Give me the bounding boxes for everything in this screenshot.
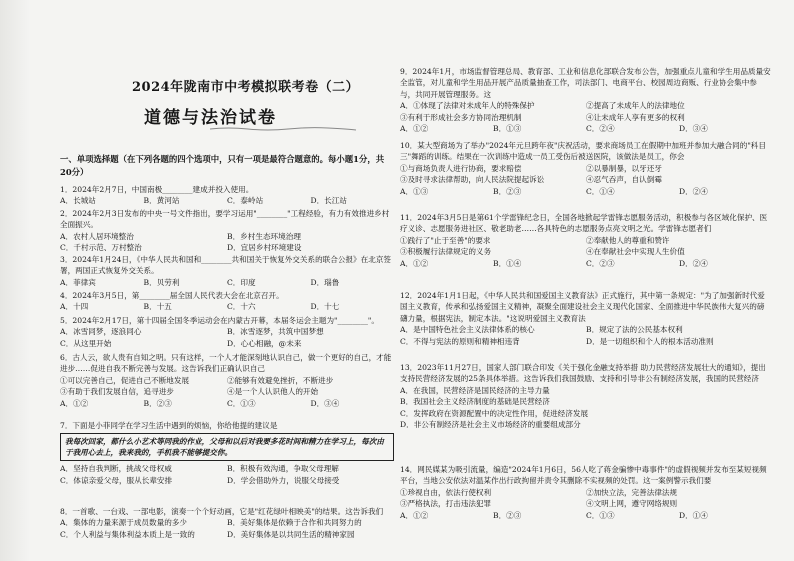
question-stem: 5．2024年2月17日，第十四届全国冬季运动会在内蒙古开幕，本届冬运会主题为"________"。 xyxy=(60,316,380,325)
option[interactable]: B．贝劳利 xyxy=(143,277,180,287)
option[interactable]: D．十七 xyxy=(310,302,340,312)
option[interactable]: C．发挥政府在资源配置中的决定性作用，促进经济发展 xyxy=(400,408,589,418)
statement: ③及时寻求法律帮助，向人民法院提起诉讼 xyxy=(400,175,545,185)
option[interactable]: A．十四 xyxy=(60,302,89,312)
statement: ②以暴制暴，以牙还牙 xyxy=(586,163,662,173)
option[interactable]: B．我国社会主义经济制度的基础是民营经济 xyxy=(400,397,550,407)
option[interactable]: D．非公有制经济是社会主义市场经济的重要组成部分 xyxy=(400,420,581,430)
statement: ③严格执法，打击违法犯罪 xyxy=(400,499,492,509)
question-stem: 7．下面是小菲同学在学习生活中遇到的烦恼，你给他提的建议是 xyxy=(60,421,278,430)
statement: ④忍气吞声，自认倒霉 xyxy=(586,175,662,185)
statement: ④文明上网，遵守网络规则 xyxy=(586,499,678,509)
option[interactable]: A．长城站 xyxy=(60,196,96,206)
option[interactable]: A．①② xyxy=(400,258,429,268)
option[interactable]: A．坚持自我判断，挑战父母权威 xyxy=(60,464,172,474)
option[interactable]: B．②③ xyxy=(493,510,522,520)
option[interactable]: C．十六 xyxy=(227,302,256,312)
option[interactable]: C．千村示范、万村整治 xyxy=(60,243,142,253)
option[interactable]: D．瑙鲁 xyxy=(310,277,340,287)
question-stem: 13．2023年11月27日，国家人部门联合印发《关于强化金融支持举措 助力民营经济发展壮大的通知》，提出支持民营经济发展的25条具体举措。这告诉我们我国鼓励、支持和引导非公有制经济发展，我国的民营经济 xyxy=(400,363,766,384)
statement: ①践行了"止于至善"的要求 xyxy=(400,235,491,245)
option[interactable]: C．体谅亲爱父母，服从长辈安排 xyxy=(60,475,173,485)
option[interactable]: C．从这里开始 xyxy=(60,338,112,348)
question-2 xyxy=(60,208,394,254)
option[interactable]: B．乡村生态环境治理 xyxy=(227,231,301,241)
option[interactable]: A．冰雪同梦，逐浪同心 xyxy=(60,327,142,337)
question-stem: 9．2024年1月，市场监督管理总局、教育部、工业和信息化部联合发布公告，加强重点儿童和学生用品质量安全监管，对儿童和学生用品开展产品质量抽查工作，司法部门、电商平台、校园周边商贩、行业协会集中参与，共同开展管理服务。这 xyxy=(400,67,771,99)
option[interactable]: C．①③ xyxy=(586,510,615,520)
question-stem: 2．2024年2月3日发布的中央一号文件指出，要学习运用"________"工程经验，有力有效推进乡村全面振兴。 xyxy=(60,209,390,230)
statement: ②奉献他人的尊重和赞许 xyxy=(586,235,670,245)
statement: ①可以完善自己，促进自己不断地发展 xyxy=(60,375,190,385)
question-stem: 6．古人云，欲人贵有自知之明。只有这样，一个人才能深刻地认识自己，做一个更好的自己，才能进步……促进自我不断完善与发展。这告诉我们正确认识自己 xyxy=(60,353,392,374)
question-stem: 14．网民媒某为吸引流量，编造"2024年1月6日，56人吃了蒋金骗惨中毒事件"的虚假视频并发布至某短视频平台，当地公安依法对温某作出行政拘留并责令其删除不实视频的处罚。这一案例警示我们要 xyxy=(400,465,767,486)
statement: ②提高了未成年人的法律地位 xyxy=(586,101,685,111)
option[interactable]: C．不得与宪法的原则和精神相违背 xyxy=(400,336,520,346)
question-6 xyxy=(60,352,394,409)
option[interactable]: A．集体的力量来源于成员数量的多少 xyxy=(60,518,187,528)
option[interactable]: B．②③ xyxy=(493,186,522,196)
option[interactable]: C．①③ xyxy=(227,398,256,408)
exam-subtitle: 道德与法治试卷 xyxy=(144,108,277,128)
question-1 xyxy=(60,184,394,207)
option[interactable]: C．泰岭站 xyxy=(227,196,264,206)
option[interactable]: C．②③ xyxy=(586,258,615,268)
statement: ②能够有效避免挫折，不断进步 xyxy=(227,375,334,385)
section-heading: 一、单项选择题（在下列各题的四个选项中，只有一项是最符合题意的。每小题1分，共20分） xyxy=(60,154,385,177)
option[interactable]: B．规定了法的公民基本权利 xyxy=(586,325,683,335)
statement: ④在奉献社会中实现人生价值 xyxy=(586,247,685,257)
option[interactable]: A．①② xyxy=(400,510,429,520)
option[interactable]: D．②④ xyxy=(679,186,708,196)
option[interactable]: D．学会借助外力，说服父母接受 xyxy=(227,475,340,485)
option[interactable]: D．①④ xyxy=(679,510,708,520)
question-9 xyxy=(400,66,772,134)
question-stem: 3．2024年1月24日，《中华人民共和国和________共和国关于恢复外交关系的联合公报》在北京签署，两国正式恢复外交关系。 xyxy=(60,255,392,276)
option[interactable]: D．是一切组织和个人的根本活动准则 xyxy=(586,336,714,346)
statement: ④让未成年人享有更多的权利 xyxy=(586,112,685,122)
option[interactable]: D．美好集体是以共同生活的精神家园 xyxy=(227,529,355,539)
statement: ②加快立法，完善法律法规 xyxy=(586,487,678,497)
option[interactable]: D．②④ xyxy=(679,258,708,268)
exam-title: 2024年陇南市中考模拟联考卷（二） xyxy=(132,80,360,95)
question-14 xyxy=(400,464,772,521)
statement: A．①体现了法律对未成年人的特殊保护 xyxy=(400,101,535,111)
option[interactable]: B．②③ xyxy=(143,398,172,408)
statement: ①珍视自由，依法行使权利 xyxy=(400,487,492,497)
option[interactable]: D．③④ xyxy=(310,398,340,408)
question-stem: 10．某大型商场为了举办"2024年元旦跨年夜"庆祝活动，要求商场员工在假期中加班并参加大融合同的"科目三"舞蹈的训练。结果在一次训练中造成一员工受伤后被送医院，该做法是员工，你会 xyxy=(400,141,766,162)
statement: ③积极履行法律规定的义务 xyxy=(400,247,492,257)
question-stem: 4．2024年3月5日，第________届全国人民代表大会在北京召开。 xyxy=(60,291,284,300)
option[interactable]: A．①② xyxy=(400,124,429,134)
option[interactable]: A．是中国特色社会主义法律体系的核心 xyxy=(400,325,535,335)
option[interactable]: D．心心相融，@未来 xyxy=(227,338,302,348)
scribble-mark xyxy=(208,126,358,132)
option[interactable]: C．②④ xyxy=(586,124,615,134)
option[interactable]: B．①③ xyxy=(493,124,522,134)
question-8 xyxy=(60,506,394,540)
option[interactable]: D．③④ xyxy=(679,124,708,134)
option[interactable]: B．冰雪逐梦，共筑中国梦想 xyxy=(227,327,324,337)
option[interactable]: A．在我国，民营经济是国民经济的主导力量 xyxy=(400,385,550,395)
option[interactable]: A．①③ xyxy=(400,186,429,196)
option[interactable]: B．积极有效沟通，争取父母理解 xyxy=(227,464,339,474)
option[interactable]: B．美好集体是依赖于合作和共同努力的 xyxy=(227,518,362,528)
statement: ④是一个人认识他人的开始 xyxy=(227,387,319,397)
option[interactable]: B．十五 xyxy=(143,302,172,312)
option[interactable]: A．农村人居环境整治 xyxy=(60,231,134,241)
question-3 xyxy=(60,254,394,288)
question-stem: 12．2024年1月1日起，《中华人民共和国爱国主义教育法》正式施行，其中第一条规定："为了加强新时代爱国主义教育，传承和弘扬爱国主义精神，凝聚全面建设社会主义现代化国家、全面推进中华民族伟大复兴的磅礴力量，根据宪法，制定本法。"这说明爱国主义教育法 xyxy=(400,291,765,323)
statement: ③有利于形成社会多方协同治理机制 xyxy=(400,112,522,122)
question-5 xyxy=(60,315,394,349)
option[interactable]: A．①② xyxy=(60,398,89,408)
question-11 xyxy=(400,212,772,269)
statement: ①与商场负责人进行协商，要求赔偿 xyxy=(400,163,522,173)
question-12 xyxy=(400,290,772,347)
option[interactable]: B．①④ xyxy=(493,258,522,268)
statement: ③有助于我们发展自信，追寻进步 xyxy=(60,387,174,397)
question-4 xyxy=(60,290,394,313)
question-stem: 1．2024年2月7日，中国南极________建成并投入使用。 xyxy=(60,185,254,194)
page-edge-shadow xyxy=(0,0,30,561)
option[interactable]: C．个人利益与集体利益本质上是一致的 xyxy=(60,529,195,539)
option[interactable]: A．菲律宾 xyxy=(60,277,96,287)
option[interactable]: C．①④ xyxy=(586,186,615,196)
option[interactable]: D．长江站 xyxy=(310,196,347,206)
option[interactable]: B．黄河站 xyxy=(143,196,180,206)
question-7 xyxy=(60,420,394,486)
option[interactable]: D．宜居乡村环境建设 xyxy=(227,243,302,253)
question-stem: 8．一首歌、一台戏、一部电影，演奏一个个好动画，它是"红花绿叶相映美"的结果。这告诉我们 xyxy=(60,507,384,516)
question-13 xyxy=(400,362,772,430)
question-10 xyxy=(400,140,772,197)
question-stem: 11．2024年3月5日是第61个学雷锋纪念日，全国各地掀起学雷锋志愿服务活动，积极参与各区域化保护、医疗义诊、志愿服务进社区、敬老助老……各具特色的志愿服务点亮文明之光。学雷锋志愿者们 xyxy=(400,213,768,234)
option[interactable]: C．印度 xyxy=(227,277,256,287)
scenario-box: 我每次回家，都什么小艺术等同我的作业，父母和以后对我要多花时间和精力在学习上，每次由于我用心去上，我来我的，手机我不能够提交你。 xyxy=(60,433,394,461)
